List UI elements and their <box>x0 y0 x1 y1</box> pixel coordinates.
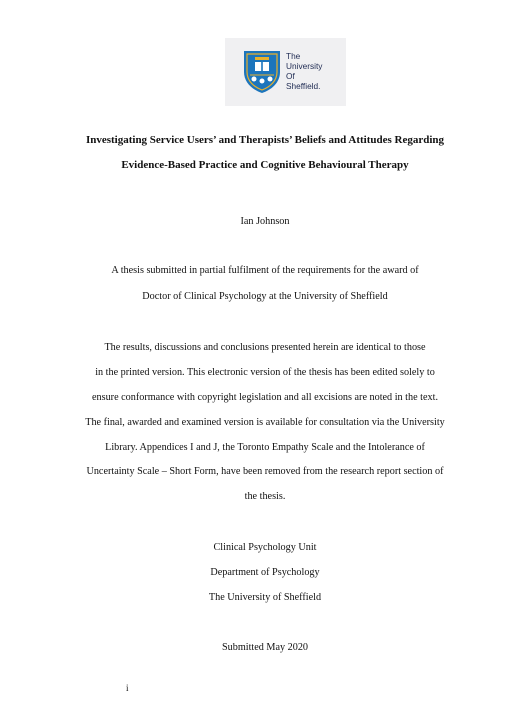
logo-wordmark <box>286 51 322 91</box>
affiliation-department: Department of Psychology <box>210 567 320 578</box>
submission-statement-line-1: A thesis submitted in partial fulfilment of the requirements for the award of <box>111 265 419 276</box>
affiliation-university: The University of Sheffield <box>208 592 322 603</box>
logo-line-3: Of <box>286 71 295 81</box>
affiliation-unit: Clinical Psychology Unit <box>213 542 317 553</box>
author-name: Ian Johnson <box>240 216 290 227</box>
logo-line-2: University <box>286 61 323 71</box>
page-number: i <box>126 683 129 693</box>
statement-line-3: ensure conformance with copyright legislation and all excisions are noted in the text. <box>92 392 438 403</box>
statement-line-1: The results, discussions and conclusions presented herein are identical to those <box>104 342 426 353</box>
university-crest-icon <box>242 48 282 94</box>
statement-line-6: Uncertainty Scale – Short Form, have been removed from the research report section of <box>86 466 444 477</box>
statement-line-2: in the printed version. This electronic version of the thesis has been edited solely to <box>95 367 435 378</box>
submission-statement-line-2: Doctor of Clinical Psychology at the University of Sheffield <box>142 291 388 302</box>
submission-date: Submitted May 2020 <box>221 642 309 653</box>
logo-line-4: Sheffield. <box>286 81 321 91</box>
thesis-title-line-1: Investigating Service Users’ and Therapists’ Beliefs and Attitudes Regarding <box>85 134 445 146</box>
university-logo <box>225 38 346 106</box>
statement-line-7: the thesis. <box>244 491 286 502</box>
statement-line-5: Library. Appendices I and J, the Toronto Empathy Scale and the Intolerance of <box>105 442 425 453</box>
logo-line-1: The <box>286 51 301 61</box>
statement-line-4: The final, awarded and examined version is available for consultation via the University <box>85 417 445 428</box>
thesis-title-line-2: Evidence-Based Practice and Cognitive Behavioural Therapy <box>121 159 409 171</box>
